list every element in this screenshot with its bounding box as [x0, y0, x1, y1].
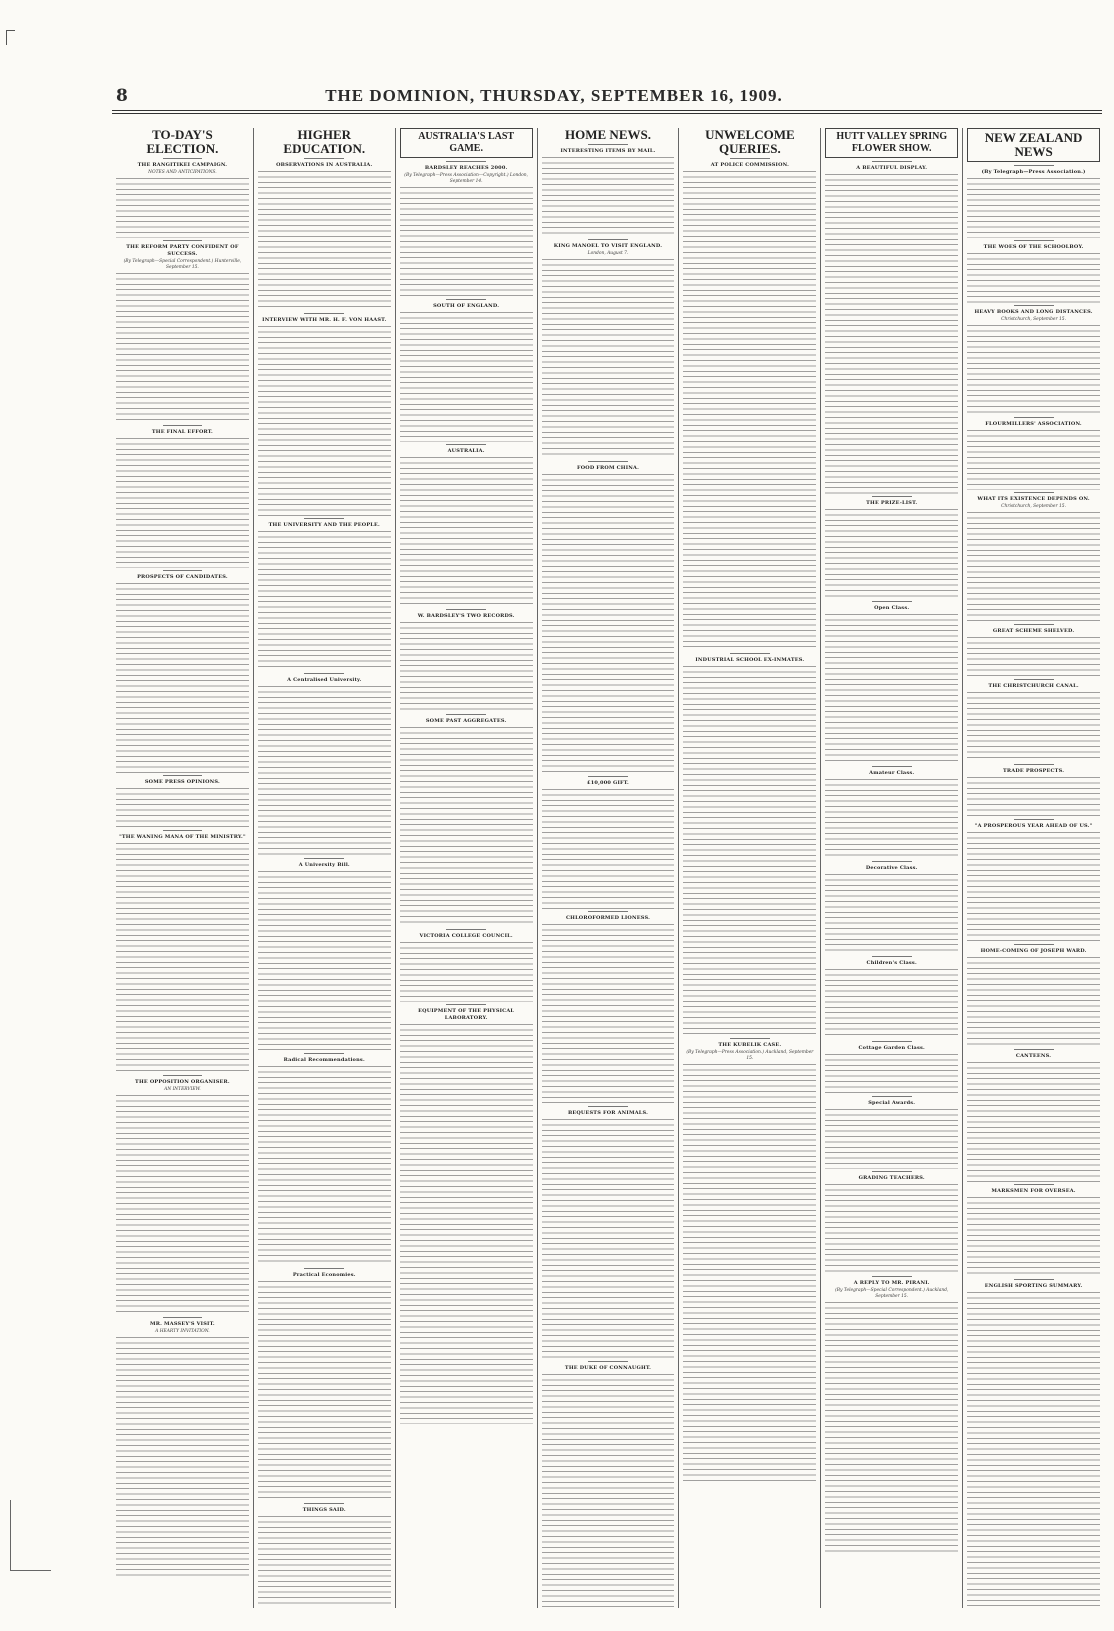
- section-heading: VICTORIA COLLEGE COUNCIL.: [419, 933, 513, 939]
- section-heading: A University Bill.: [298, 862, 350, 868]
- section-divider: [588, 911, 628, 912]
- section-heading: HEAVY BOOKS AND LONG DISTANCES.: [974, 309, 1093, 315]
- body-text-block: [400, 727, 533, 927]
- section-heading: (By Telegraph—Press Association.): [981, 169, 1086, 175]
- body-text-block: [116, 438, 249, 568]
- section-heading: £10,000 GIFT.: [587, 780, 629, 786]
- masthead: [6, 86, 1102, 112]
- body-text-block: [683, 1064, 816, 1484]
- body-text-block: [967, 1197, 1100, 1277]
- body-text-block: [825, 1302, 958, 1552]
- body-text-block: [400, 187, 533, 297]
- section-subheading: Christchurch, September 15.: [1001, 504, 1066, 509]
- section-divider: [304, 858, 344, 859]
- section-heading: AT POLICE COMMISSION.: [710, 162, 790, 168]
- section-divider: [730, 1038, 770, 1039]
- section-heading: ENGLISH SPORTING SUMMARY.: [984, 1283, 1083, 1289]
- body-text-block: [400, 457, 533, 607]
- column-higher-education: [253, 128, 395, 1608]
- section-heading: THE KUBELIK CASE.: [718, 1042, 782, 1048]
- column-flower-show: [820, 128, 962, 1608]
- section-divider: [446, 714, 486, 715]
- section-heading: Children's Class.: [866, 960, 917, 966]
- section-heading: Cottage Garden Class.: [858, 1045, 925, 1051]
- column-heading: HUTT VALLEY SPRING FLOWER SHOW.: [825, 128, 958, 158]
- column-heading: NEW ZEALAND NEWS: [967, 128, 1100, 162]
- section-heading: Decorative Class.: [865, 865, 918, 871]
- body-text-block: [967, 777, 1100, 817]
- margin-mark: [10, 1500, 51, 1571]
- section-divider: [1014, 1279, 1054, 1280]
- section-divider: [730, 653, 770, 654]
- section-divider: [304, 518, 344, 519]
- section-divider: [304, 313, 344, 314]
- section-heading: KING MANOEL TO VISIT ENGLAND.: [553, 243, 663, 249]
- section-divider: [872, 861, 912, 862]
- masthead-rule-double: [112, 113, 1102, 114]
- section-divider: [1014, 764, 1054, 765]
- column-heading: AUSTRALIA'S LAST GAME.: [400, 128, 533, 158]
- body-text-block: [825, 1109, 958, 1169]
- section-heading: HOME-COMING OF JOSEPH WARD.: [980, 948, 1087, 954]
- section-heading: GREAT SCHEME SHELVED.: [992, 628, 1075, 634]
- section-heading: FOOD FROM CHINA.: [576, 465, 640, 471]
- section-divider: [588, 144, 628, 145]
- body-text-block: [258, 171, 391, 311]
- section-divider: [872, 601, 912, 602]
- section-heading: PROSPECTS OF CANDIDATES.: [137, 574, 228, 580]
- section-divider: [1014, 492, 1054, 493]
- section-heading: GRADING TEACHERS.: [858, 1175, 925, 1181]
- section-heading: OBSERVATIONS IN AUSTRALIA.: [276, 162, 373, 168]
- section-heading: INDUSTRIAL SCHOOL EX-INMATES.: [695, 657, 805, 663]
- section-divider: [872, 1171, 912, 1172]
- section-divider: [446, 1004, 486, 1005]
- section-heading: "THE WANING MANA OF THE MINISTRY.": [119, 834, 246, 840]
- body-text-block: [825, 779, 958, 859]
- section-divider: [163, 570, 203, 571]
- section-heading: THE RANGITIKEI CAMPAIGN.: [137, 162, 228, 168]
- section-heading: THINGS SAID.: [302, 1507, 346, 1513]
- section-divider: [1014, 944, 1054, 945]
- column-heading: TO-DAY'S ELECTION.: [146, 128, 219, 156]
- section-heading: Amateur Class.: [869, 770, 915, 776]
- section-heading: SOME PRESS OPINIONS.: [144, 779, 220, 785]
- section-heading: CHLOROFORMED LIONESS.: [565, 915, 651, 921]
- section-divider: [304, 1503, 344, 1504]
- section-divider: [872, 956, 912, 957]
- body-text-block: [400, 942, 533, 1002]
- body-text-block: [258, 1281, 391, 1501]
- body-text-block: [400, 312, 533, 442]
- body-text-block: [542, 1374, 675, 1608]
- section-divider: [1014, 240, 1054, 241]
- section-divider: [588, 776, 628, 777]
- section-heading: THE FINAL EFFORT.: [151, 429, 213, 435]
- section-heading: THE CHRISTCHURCH CANAL.: [988, 683, 1079, 689]
- body-text-block: [967, 512, 1100, 622]
- column-heading: HIGHER EDUCATION.: [283, 128, 366, 156]
- body-text-block: [116, 788, 249, 828]
- body-text-block: [967, 430, 1100, 490]
- section-divider: [730, 158, 770, 159]
- body-text-block: [400, 622, 533, 712]
- section-heading: THE WOES OF THE SCHOOLBOY.: [983, 244, 1084, 250]
- body-text-block: [116, 273, 249, 423]
- body-text-block: [542, 259, 675, 459]
- body-text-block: [825, 614, 958, 764]
- section-subheading: (By Telegraph—Press Association—Copyright.) London, September 14.: [404, 173, 528, 184]
- section-divider: [872, 1096, 912, 1097]
- body-text-block: [967, 1292, 1100, 1608]
- column-todays-election: [112, 128, 253, 1608]
- body-text-block: [967, 178, 1100, 238]
- section-divider: [163, 830, 203, 831]
- section-divider: [446, 929, 486, 930]
- section-heading: FLOURMILLERS' ASSOCIATION.: [985, 421, 1082, 427]
- section-subheading: A HEARTY INVITATION.: [155, 1329, 210, 1334]
- section-subheading: London, August 7.: [587, 251, 629, 256]
- section-divider: [1014, 1184, 1054, 1185]
- section-heading: "A PROSPEROUS YEAR AHEAD OF US.": [974, 823, 1093, 829]
- body-text-block: [967, 1062, 1100, 1182]
- column-unwelcome-queries: [678, 128, 820, 1608]
- section-heading: Open Class.: [874, 605, 910, 611]
- section-heading: W. BARDSLEY'S TWO RECORDS.: [417, 613, 515, 619]
- section-heading: THE DUKE OF CONNAUGHT.: [564, 1365, 652, 1371]
- section-divider: [1014, 679, 1054, 680]
- body-text-block: [258, 326, 391, 516]
- section-heading: Special Awards.: [868, 1100, 916, 1106]
- column-new-zealand-news: [962, 128, 1104, 1608]
- section-divider: [163, 425, 203, 426]
- section-divider: [872, 1041, 912, 1042]
- section-heading: Radical Recommendations.: [283, 1057, 365, 1063]
- section-divider: [1014, 165, 1054, 166]
- body-text-block: [258, 1516, 391, 1608]
- section-divider: [588, 461, 628, 462]
- column-heading: UNWELCOME QUERIES.: [705, 128, 795, 156]
- section-heading: THE OPPOSITION ORGANISER.: [135, 1079, 230, 1085]
- section-divider: [1014, 624, 1054, 625]
- body-text-block: [825, 174, 958, 494]
- page-corner-mark: [6, 30, 15, 45]
- section-heading: SOME PAST AGGREGATES.: [425, 718, 507, 724]
- section-heading: MR. MASSEY'S VISIT.: [150, 1321, 215, 1327]
- body-text-block: [542, 474, 675, 774]
- section-heading: CANTEENS.: [1015, 1053, 1052, 1059]
- section-divider: [163, 158, 203, 159]
- body-text-block: [683, 171, 816, 651]
- column-australias-last-game: [395, 128, 537, 1608]
- section-divider: [304, 1053, 344, 1054]
- section-divider: [163, 1317, 203, 1318]
- body-text-block: [116, 843, 249, 1073]
- section-heading: INTERVIEW WITH MR. H. F. VON HAAST.: [262, 317, 387, 323]
- body-text-block: [258, 1066, 391, 1266]
- body-text-block: [967, 325, 1100, 415]
- body-text-block: [967, 832, 1100, 942]
- section-subheading: (By Telegraph—Press Association.) Auckland, September 15.: [686, 1050, 814, 1061]
- section-divider: [872, 1276, 912, 1277]
- section-heading: Practical Economies.: [292, 1272, 356, 1278]
- section-heading: THE REFORM PARTY CONFIDENT OF SUCCESS.: [126, 244, 239, 257]
- section-divider: [304, 1268, 344, 1269]
- body-text-block: [967, 692, 1100, 762]
- section-heading: EQUIPMENT OF THE PHYSICAL LABORATORY.: [418, 1008, 515, 1021]
- section-divider: [446, 161, 486, 162]
- body-text-block: [542, 157, 675, 237]
- section-divider: [588, 1361, 628, 1362]
- body-text-block: [825, 969, 958, 1039]
- section-divider: [163, 1075, 203, 1076]
- page-number: 8: [116, 86, 128, 106]
- section-divider: [1014, 417, 1054, 418]
- body-text-block: [258, 686, 391, 856]
- section-heading: INTERESTING ITEMS BY MAIL.: [560, 148, 656, 154]
- body-text-block: [116, 1337, 249, 1577]
- body-text-block: [825, 1054, 958, 1094]
- section-divider: [872, 766, 912, 767]
- section-heading: WHAT ITS EXISTENCE DEPENDS ON.: [977, 496, 1090, 502]
- section-heading: AUSTRALIA.: [447, 448, 485, 454]
- body-text-block: [967, 253, 1100, 303]
- body-text-block: [258, 871, 391, 1051]
- section-divider: [872, 496, 912, 497]
- section-divider: [446, 299, 486, 300]
- body-text-block: [258, 531, 391, 671]
- body-text-block: [967, 957, 1100, 1047]
- section-subheading: NOTES AND ANTICIPATIONS.: [148, 170, 217, 175]
- body-text-block: [542, 924, 675, 1104]
- section-divider: [1014, 305, 1054, 306]
- section-heading: A BEAUTIFUL DISPLAY.: [856, 165, 928, 171]
- section-divider: [588, 239, 628, 240]
- body-text-block: [116, 1095, 249, 1315]
- section-divider: [1014, 1049, 1054, 1050]
- section-divider: [1014, 819, 1054, 820]
- newspaper-title: THE DOMINION, THURSDAY, SEPTEMBER 16, 1909.: [325, 86, 783, 105]
- section-heading: THE UNIVERSITY AND THE PEOPLE.: [268, 522, 380, 528]
- body-text-block: [967, 637, 1100, 677]
- section-divider: [446, 444, 486, 445]
- column-home-news: [537, 128, 679, 1608]
- section-divider: [163, 775, 203, 776]
- section-subheading: (By Telegraph—Special Correspondent.) Auckland, September 15.: [835, 1288, 949, 1299]
- body-text-block: [683, 666, 816, 1036]
- section-divider: [446, 609, 486, 610]
- section-divider: [163, 240, 203, 241]
- body-text-block: [825, 874, 958, 954]
- column-heading: HOME NEWS.: [565, 128, 651, 142]
- body-text-block: [825, 1184, 958, 1274]
- body-text-block: [116, 178, 249, 238]
- section-heading: SOUTH OF ENGLAND.: [433, 303, 500, 309]
- section-heading: A REPLY TO MR. PIRANI.: [853, 1280, 930, 1286]
- section-subheading: (By Telegraph—Special Correspondent.) Hunterville, September 15.: [123, 259, 242, 270]
- body-text-block: [400, 1024, 533, 1424]
- body-text-block: [542, 789, 675, 909]
- section-divider: [304, 673, 344, 674]
- section-heading: A Centralised University.: [287, 677, 362, 683]
- section-heading: TRADE PROSPECTS.: [1003, 768, 1065, 774]
- masthead-rule: [112, 110, 1102, 111]
- section-heading: BEQUESTS FOR ANIMALS.: [567, 1110, 649, 1116]
- section-heading: MARKSMEN FOR OVERSEA.: [991, 1188, 1076, 1194]
- section-subheading: Christchurch, September 15.: [1001, 317, 1066, 322]
- section-heading: THE PRIZE-LIST.: [866, 500, 918, 506]
- section-heading: BARDSLEY REACHES 2000.: [424, 165, 508, 171]
- section-divider: [872, 161, 912, 162]
- body-text-block: [116, 583, 249, 773]
- section-divider: [588, 1106, 628, 1107]
- body-text-block: [825, 509, 958, 599]
- newspaper-columns: [112, 128, 1104, 1608]
- section-subheading: AN INTERVIEW.: [164, 1087, 201, 1092]
- section-divider: [304, 158, 344, 159]
- body-text-block: [542, 1119, 675, 1359]
